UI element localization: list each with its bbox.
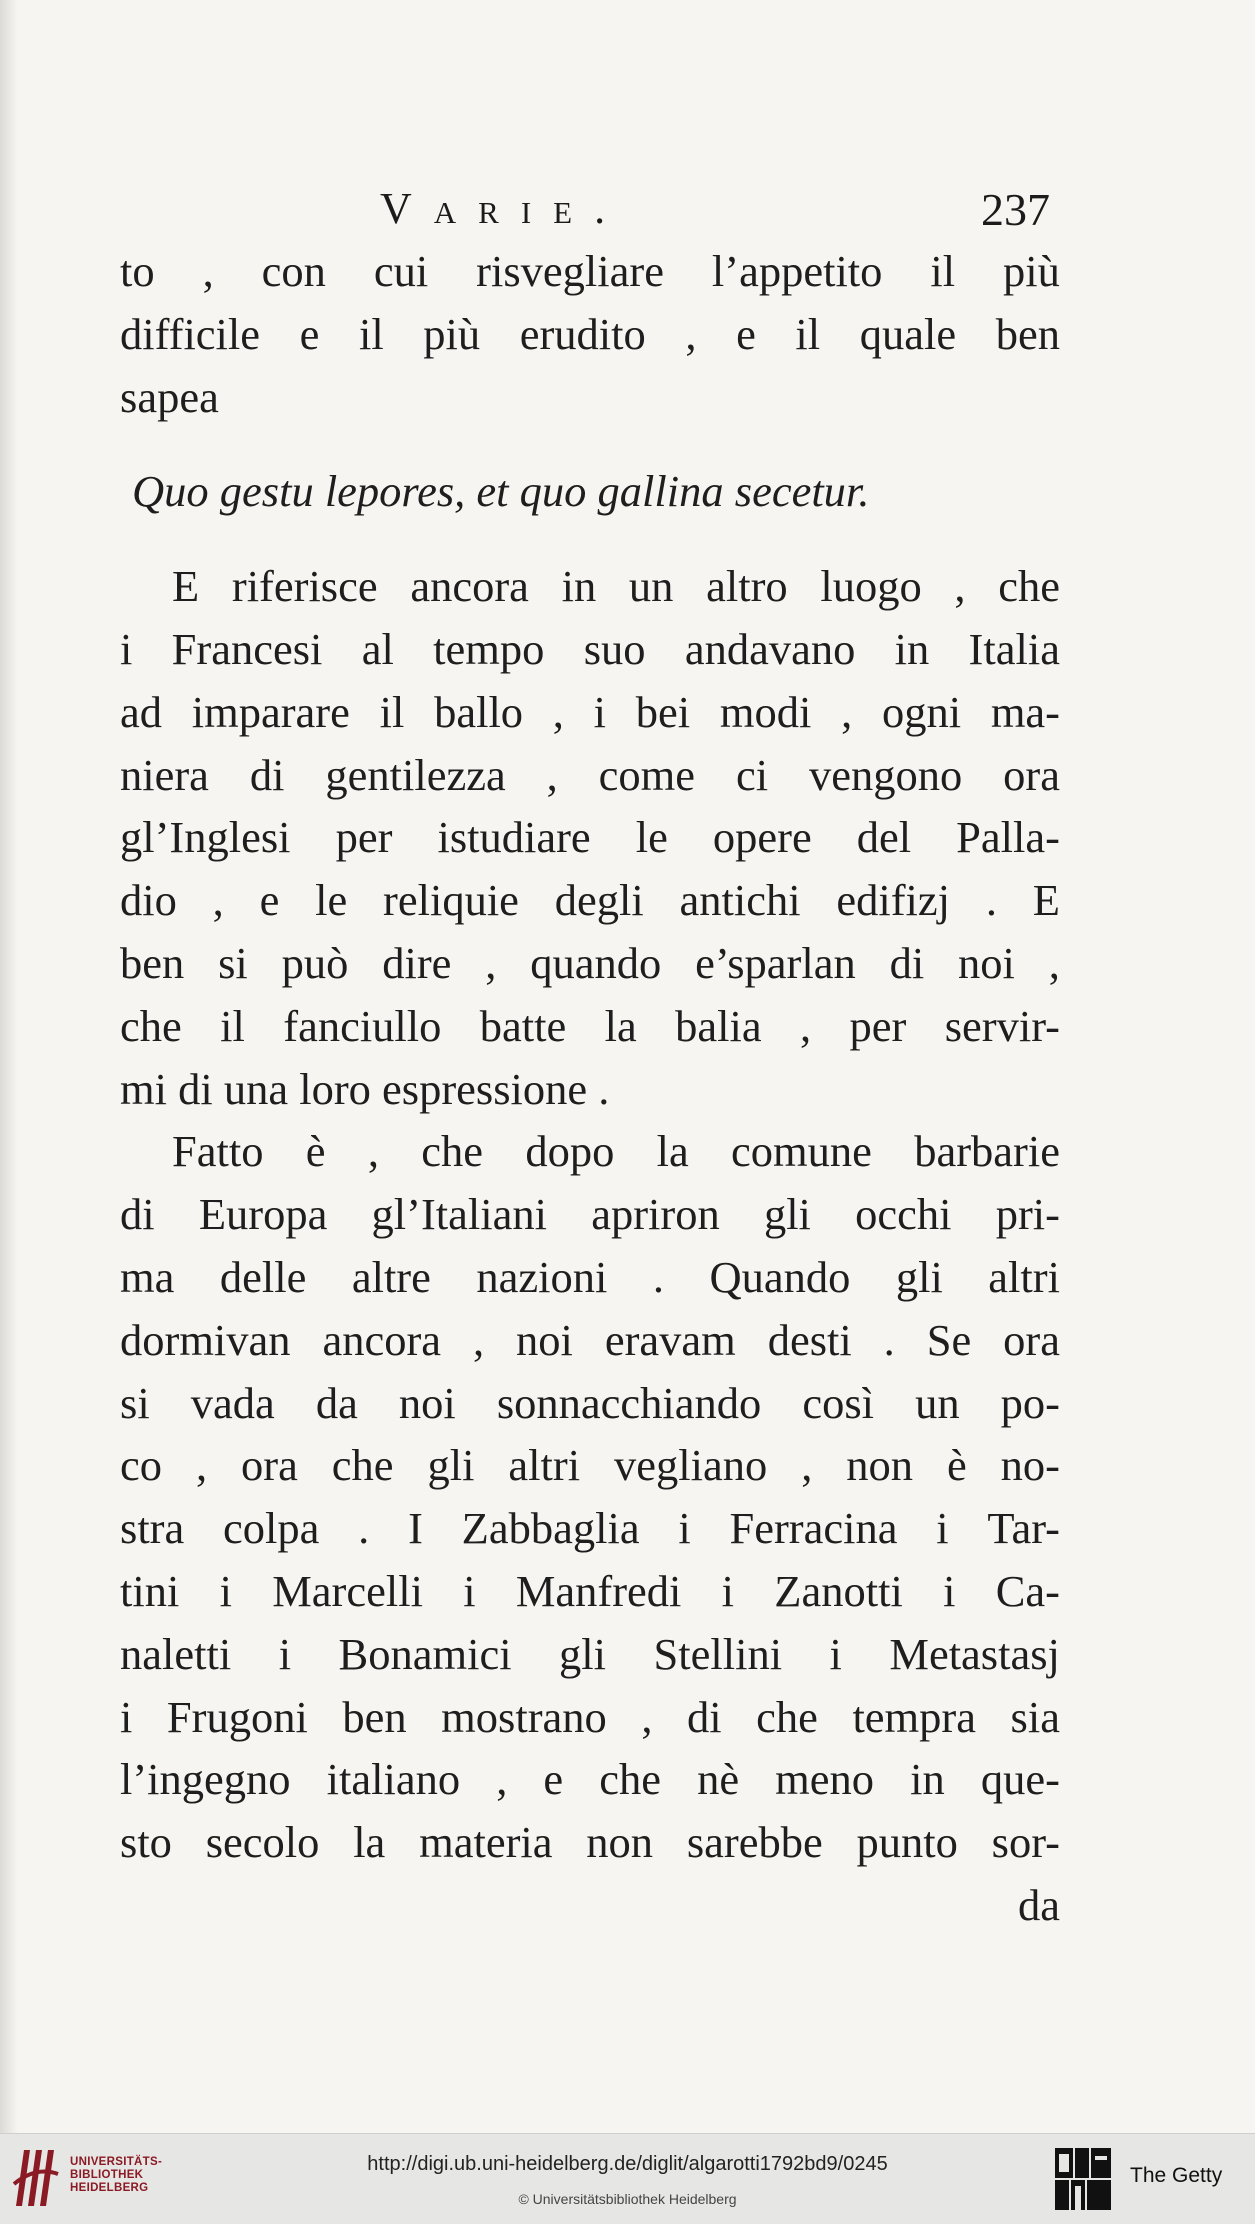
word: la xyxy=(604,1000,637,1051)
word: l’ingegno xyxy=(120,1754,291,1805)
word: ora xyxy=(1003,1314,1060,1365)
word: non xyxy=(846,1440,913,1491)
body-text xyxy=(120,240,1060,1937)
word: edifizj xyxy=(836,875,951,926)
word: modi xyxy=(719,686,812,737)
word: co xyxy=(120,1440,163,1491)
word: e’sparlan xyxy=(695,937,856,988)
word: che xyxy=(331,1440,394,1491)
word: , xyxy=(202,246,214,296)
word: i xyxy=(678,1503,691,1554)
word: ballo xyxy=(434,686,524,737)
word: imparare xyxy=(191,686,350,737)
word: occhi xyxy=(855,1189,952,1240)
word: ora xyxy=(241,1440,298,1491)
word: gl’Inglesi xyxy=(120,812,291,863)
word: sia xyxy=(1010,1691,1060,1742)
word: gli xyxy=(895,1251,943,1302)
word: pri- xyxy=(995,1189,1060,1240)
word: le xyxy=(315,875,348,926)
word: per xyxy=(849,1000,907,1051)
word: vegliano xyxy=(614,1440,768,1491)
text-line xyxy=(120,744,1060,807)
text-line xyxy=(120,995,1060,1058)
word: mostrano xyxy=(441,1691,607,1742)
word: quale xyxy=(859,308,957,359)
word: Ca- xyxy=(995,1565,1060,1616)
word: desti xyxy=(767,1314,852,1365)
word: il xyxy=(379,686,405,737)
word: , xyxy=(641,1691,653,1742)
word: gentilezza xyxy=(325,749,506,800)
word: in xyxy=(561,561,597,612)
word: antichi xyxy=(679,875,801,926)
word: Frugoni xyxy=(166,1691,308,1742)
word: i xyxy=(936,1503,949,1554)
word: il xyxy=(220,1000,245,1051)
word: i xyxy=(120,1691,133,1742)
word: sonnacchiando xyxy=(496,1377,762,1428)
word: ogni xyxy=(881,686,962,737)
word: può xyxy=(281,937,349,988)
word: , xyxy=(546,749,558,800)
word: Palla- xyxy=(956,812,1060,863)
word: ben xyxy=(120,937,185,988)
catchword: da xyxy=(1017,1879,1060,1930)
word: è xyxy=(305,1126,326,1177)
word: così xyxy=(802,1377,875,1428)
word: secolo xyxy=(205,1817,320,1868)
word: in xyxy=(910,1754,945,1805)
text-line xyxy=(120,1246,1060,1309)
running-head: Varie. xyxy=(380,184,628,233)
word: comune xyxy=(731,1126,872,1177)
word: tempo xyxy=(433,623,545,674)
word: che xyxy=(421,1126,484,1177)
page-edge-shadow xyxy=(0,0,18,2133)
word: con xyxy=(261,246,326,296)
word: ad xyxy=(120,686,163,737)
word: Stellini xyxy=(653,1628,783,1679)
text-line xyxy=(120,932,1060,995)
word: meno xyxy=(775,1754,875,1805)
word: servir- xyxy=(944,1000,1060,1051)
text-line xyxy=(120,1120,1060,1183)
page-number: 237 xyxy=(981,184,1050,235)
word: la xyxy=(353,1817,386,1868)
word: italiano xyxy=(326,1754,461,1805)
word: i xyxy=(120,623,133,674)
word: e xyxy=(543,1754,564,1805)
word: andavano xyxy=(684,623,856,674)
word: la xyxy=(656,1126,689,1177)
word: ben xyxy=(995,308,1060,359)
text-line xyxy=(120,1686,1060,1749)
word: le xyxy=(635,812,668,863)
word: in xyxy=(894,623,930,674)
word: Marcelli xyxy=(272,1565,423,1616)
word: i xyxy=(943,1565,956,1616)
text-line xyxy=(120,240,1060,303)
word: naletti xyxy=(120,1628,232,1679)
page-header xyxy=(380,183,1050,243)
word: nazioni xyxy=(476,1251,608,1302)
word: un xyxy=(628,561,674,612)
word: , xyxy=(800,1000,812,1051)
word: e xyxy=(736,308,756,359)
word: Se xyxy=(926,1314,972,1365)
text-line xyxy=(120,1811,1060,1874)
word: , xyxy=(1048,937,1060,988)
word: , xyxy=(552,686,564,737)
text-line xyxy=(120,1748,1060,1811)
word: che xyxy=(756,1691,818,1742)
word: Zabbaglia xyxy=(461,1503,640,1554)
word: po- xyxy=(1000,1377,1060,1428)
word: altri xyxy=(508,1440,581,1491)
word: cui xyxy=(373,246,429,296)
word: e xyxy=(259,875,280,926)
word: ancora xyxy=(322,1314,442,1365)
word: sarebbe xyxy=(686,1817,823,1868)
word: Manfredi xyxy=(515,1565,682,1616)
word: ben xyxy=(342,1691,407,1742)
word: è xyxy=(946,1440,967,1491)
word: il xyxy=(930,246,956,296)
word: , xyxy=(212,875,224,926)
word: to xyxy=(120,246,155,296)
word: reliquie xyxy=(383,875,519,926)
word: il xyxy=(358,308,384,359)
word: Bonamici xyxy=(338,1628,512,1679)
word: noi xyxy=(398,1377,456,1428)
word: , xyxy=(472,1314,485,1365)
text-line xyxy=(120,1560,1060,1623)
word: ancora xyxy=(410,561,529,612)
text-line xyxy=(120,618,1060,681)
text-line xyxy=(120,555,1060,618)
word: Metastasj xyxy=(889,1628,1060,1679)
text-line: mi di una loro espressione . xyxy=(120,1063,610,1114)
word: i xyxy=(593,686,607,737)
word: , xyxy=(367,1126,379,1177)
text-line xyxy=(120,681,1060,744)
word: , xyxy=(195,1440,208,1491)
word: eravam xyxy=(604,1314,736,1365)
word: barbarie xyxy=(914,1126,1060,1177)
word: altro xyxy=(706,561,788,612)
library-name: UNIVERSITÄTS- BIBLIOTHEK HEIDELBERG xyxy=(70,2156,163,2194)
word: sto xyxy=(120,1817,172,1868)
word: gl’Italiani xyxy=(371,1189,548,1240)
word: dormivan xyxy=(120,1314,291,1365)
word: colpa xyxy=(223,1503,320,1554)
word: l’appetito xyxy=(711,246,883,296)
word: più xyxy=(1003,246,1060,296)
word: che xyxy=(599,1754,661,1805)
text-line xyxy=(120,1309,1060,1372)
word: , xyxy=(954,561,966,612)
word: Zanotti xyxy=(774,1565,903,1616)
word: un xyxy=(915,1377,960,1428)
word: no- xyxy=(1000,1440,1060,1491)
word: stra xyxy=(120,1503,185,1554)
word: sor- xyxy=(991,1817,1060,1868)
word: come xyxy=(598,749,696,800)
word: i xyxy=(829,1628,842,1679)
word: niera xyxy=(120,749,209,800)
word: dio xyxy=(120,875,177,926)
word: , xyxy=(496,1754,508,1805)
word: i xyxy=(219,1565,232,1616)
word: Italia xyxy=(968,623,1060,674)
word: E xyxy=(172,561,200,612)
word: materia xyxy=(419,1817,553,1868)
text-line: sapea xyxy=(120,371,219,422)
word: per xyxy=(335,812,393,863)
word: batte xyxy=(479,1000,567,1051)
text-line xyxy=(120,806,1060,869)
word: fanciullo xyxy=(283,1000,442,1051)
text-line xyxy=(120,1623,1060,1686)
word: altre xyxy=(351,1251,431,1302)
word: bei xyxy=(635,686,691,737)
word: da xyxy=(315,1377,358,1428)
word: erudito xyxy=(519,308,646,359)
word: Tar- xyxy=(987,1503,1060,1554)
text-line xyxy=(120,869,1060,932)
word: Europa xyxy=(198,1189,328,1240)
word: luogo xyxy=(820,561,922,612)
word: Fatto xyxy=(172,1126,264,1177)
word: E xyxy=(1032,875,1060,926)
word: ma- xyxy=(990,686,1060,737)
word: che xyxy=(998,561,1060,612)
word: non xyxy=(586,1817,654,1868)
word: degli xyxy=(554,875,644,926)
word: ci xyxy=(735,749,769,800)
word: . xyxy=(652,1251,664,1302)
word: del xyxy=(856,812,912,863)
word: i xyxy=(721,1565,735,1616)
word: di xyxy=(889,937,925,988)
word: . xyxy=(358,1503,370,1554)
word: apriron xyxy=(591,1189,720,1240)
word: gli xyxy=(559,1628,607,1679)
word: , xyxy=(841,686,853,737)
word: risvegliare xyxy=(476,246,664,296)
word: vengono xyxy=(808,749,963,800)
word: e xyxy=(299,308,320,359)
word: tempra xyxy=(852,1691,976,1742)
text-line xyxy=(120,1434,1060,1497)
word: suo xyxy=(583,623,646,674)
word: quando xyxy=(530,937,662,988)
word: noi xyxy=(516,1314,573,1365)
word: riferisce xyxy=(231,561,378,612)
word: dopo xyxy=(525,1126,615,1177)
word: istudiare xyxy=(437,812,591,863)
word: Quando xyxy=(709,1251,851,1302)
word: difficile xyxy=(120,308,261,359)
word: si xyxy=(120,1377,150,1428)
copyright-notice: © Universitätsbibliothek Heidelberg xyxy=(518,2191,737,2207)
word: il xyxy=(795,308,821,359)
getty-logo-icon xyxy=(1055,2148,1111,2210)
word: più xyxy=(423,308,481,359)
word: I xyxy=(408,1503,423,1554)
word: altri xyxy=(988,1251,1060,1302)
word: . xyxy=(985,875,997,926)
word: , xyxy=(485,937,497,988)
word: ma xyxy=(120,1251,175,1302)
quotation-line: Quo gestu lepores, et quo gallina secetur. xyxy=(132,466,870,517)
word: . xyxy=(883,1314,895,1365)
word: delle xyxy=(219,1251,307,1302)
word: Francesi xyxy=(171,623,323,674)
word: gli xyxy=(763,1189,811,1240)
text-line xyxy=(120,1372,1060,1435)
word: al xyxy=(361,623,394,674)
getty-label: The Getty xyxy=(1130,2164,1223,2187)
word: dire xyxy=(382,937,452,988)
word: vada xyxy=(190,1377,275,1428)
word: noi xyxy=(958,937,1015,988)
word: que- xyxy=(980,1754,1060,1805)
footer-bar xyxy=(0,2133,1255,2224)
word: opere xyxy=(712,812,812,863)
word: di xyxy=(686,1691,722,1742)
word: i xyxy=(463,1565,476,1616)
permalink-url[interactable]: http://digi.ub.uni-heidelberg.de/diglit/algarotti1792bd9/0245 xyxy=(367,2153,888,2175)
word: , xyxy=(801,1440,813,1491)
word: di xyxy=(249,749,285,800)
text-line xyxy=(120,1497,1060,1560)
text-line xyxy=(120,1183,1060,1246)
word: nè xyxy=(697,1754,740,1805)
word: balia xyxy=(675,1000,762,1051)
word: che xyxy=(120,1000,182,1051)
word: di xyxy=(120,1189,155,1240)
word: , xyxy=(685,308,697,359)
word: tini xyxy=(120,1565,180,1616)
word: punto xyxy=(856,1817,958,1868)
text-line xyxy=(120,303,1060,366)
word: ora xyxy=(1003,749,1060,800)
word: gli xyxy=(427,1440,475,1491)
word: si xyxy=(218,937,248,988)
word: i xyxy=(278,1628,292,1679)
word: Ferracina xyxy=(729,1503,898,1554)
